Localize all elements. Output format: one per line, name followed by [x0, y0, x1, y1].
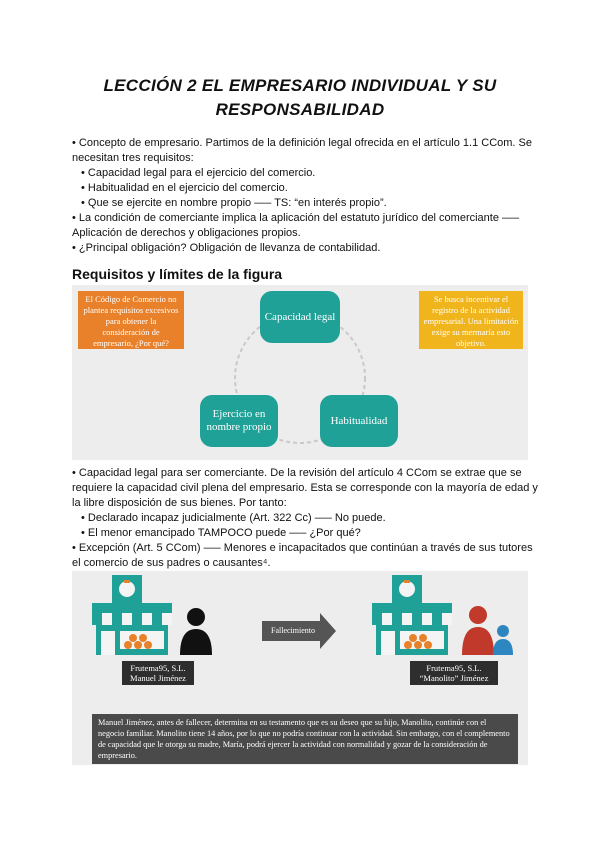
requirement-item: • Habitualidad en el ejercicio del comercio.: [81, 182, 288, 194]
intro-section: [72, 136, 542, 256]
shop-right-icon: [372, 575, 452, 655]
title-line-2: RESPONSABILIDAD: [215, 100, 385, 119]
page-title: [60, 74, 540, 122]
node-capacidad-legal: Capacidad legal: [260, 291, 340, 343]
caption-left: [122, 661, 194, 685]
example-story: Manuel Jiménez, antes de fallecer, determina en su testamento que es su deseo que su hijo, Manolito, continúe con el negocio familiar. Manolito tiene 14 años, por lo que no podría continuar con la actividad. Sin embargo, con el complemento de capacidad que le otorga su madre, María, podrá ejercer la actividad con normalidad y gozar de la consideración de empresario.: [92, 714, 518, 764]
title-line-1: LECCIÓN 2 EL EMPRESARIO INDIVIDUAL Y SU: [103, 76, 497, 95]
obligation-paragraph: • ¿Principal obligación? Obligación de llevanza de contabilidad.: [72, 242, 381, 254]
node-ejercicio-nombre-propio: Ejercicio en nombre propio: [200, 395, 278, 447]
requirements-diagram: [72, 285, 528, 460]
status-paragraph: • La condición de comerciante implica la aplicación del estatuto jurídico del comerciante —– Aplicación de derechos y obligaciones propios.: [72, 212, 520, 239]
person-mother-icon: [462, 606, 494, 655]
note-left: El Código de Comercio no plantea requisitos excesivos para obtener la consideración de empresario, ¿Por qué?: [78, 291, 184, 349]
person-child-icon: [493, 625, 513, 655]
caption-right-shop: Frutema95, S.L.: [426, 663, 482, 673]
caption-left-owner: Manuel Jiménez: [130, 673, 186, 683]
note-right: Se busca incentivar el registro de la actividad empresarial. Una limitación exige su mermaría esto objetivo.: [419, 291, 523, 349]
shop-left-icon: [92, 575, 172, 655]
person-left-icon: [180, 608, 212, 655]
capacity-section: [72, 466, 542, 571]
node-habitualidad: Habitualidad: [320, 395, 398, 447]
capacity-paragraph: • Capacidad legal para ser comerciante. De la revisión del artículo 4 CCom se extrae que se requiere la capacidad civil plena del empresario. Esta se corresponde con la mayoría de edad y la libre disposición de sus bienes. Por tanto:: [72, 467, 538, 509]
exception-paragraph: • Excepción (Art. 5 CCom) —– Menores e incapacitados que continúan a través de sus tutores el comercio de sus padres o causantes⁴.: [72, 542, 533, 569]
requirement-item: • Capacidad legal para el ejercicio del comercio.: [81, 167, 316, 179]
arrow-label: Fallecimiento: [271, 626, 315, 635]
capacity-item: • El menor emancipado TAMPOCO puede —– ¿Por qué?: [81, 527, 361, 539]
caption-right: [410, 661, 498, 685]
concept-paragraph: • Concepto de empresario. Partimos de la definición legal ofrecida en el artículo 1.1 CCom. Se necesitan tres requisitos:: [72, 137, 532, 164]
caption-left-shop: Frutema95, S.L.: [130, 663, 186, 673]
caption-right-owner: “Manolito” Jiménez: [419, 673, 489, 683]
capacity-item: • Declarado incapaz judicialmente (Art. 322 Cc) —– No puede.: [81, 512, 386, 524]
section-heading: Requisitos y límites de la figura: [72, 266, 283, 282]
requirement-item: • Que se ejercite en nombre propio —– TS: “en interés propio”.: [81, 197, 387, 209]
